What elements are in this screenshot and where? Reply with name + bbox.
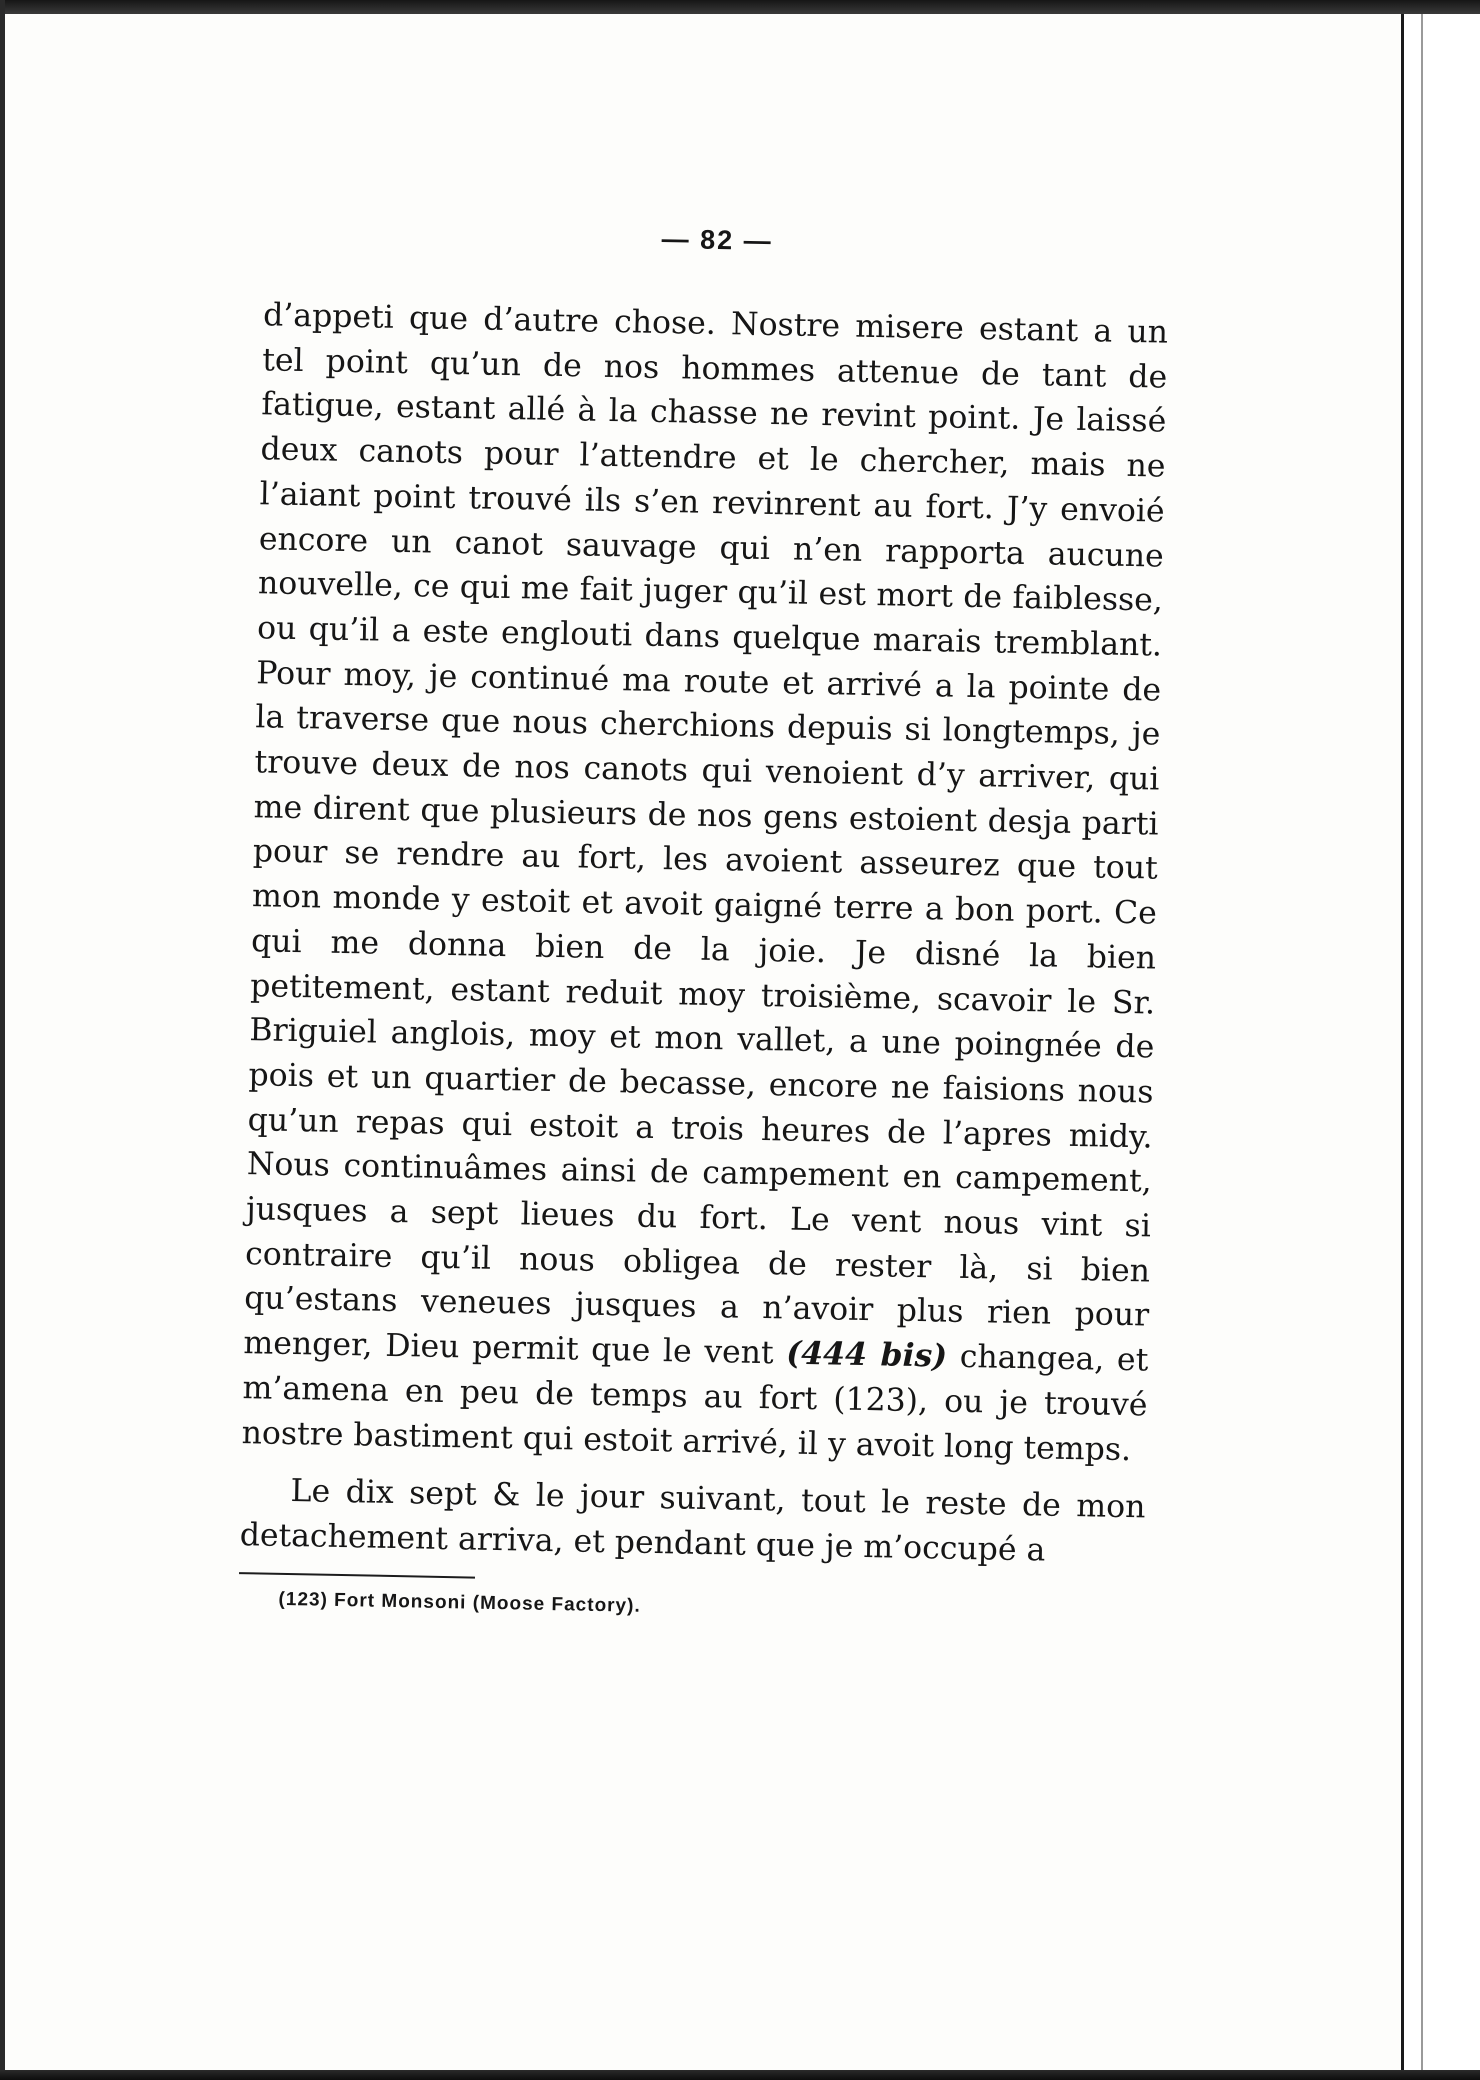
paragraph-1 <box>241 293 1168 1472</box>
paragraph-1-text-a: d’appeti que d’autre chose. Nostre misere estant a un tel point qu’un de nos hommes attenue de tant de fatigue, estant allé à la chasse ne revint point. Je laissé deux canots pour l’attendre et le chercher, mais ne l’aiant point trouvé ils s’en revinrent au fort. J’y envoié encore un canot sauvage qui n’en rapporta aucune nouvelle, ce qui me fait juger qu’il est mort de faiblesse, ou qu’il a este englouti dans quelque marais tremblant. Pour moy, je continué ma route et arrivé a la pointe de la traverse que nous cherchions depuis si longtemps, je trouve deux de nos canots qui venoient d’y arriver, qui me dirent que plusieurs de nos gens estoient desja parti pour se rendre au fort, les avoient asseurez que tout mon monde y estoit et avoit gaigné terre a bon port. Ce qui me donna bien de la joie. Je disné la bien petitement, estant reduit moy troisième, scavoir le Sr. Briguiel anglois, moy et mon vallet, a une poingnée de pois et un quartier de becasse, encore ne faisions nous qu’un repas qui estoit a trois heures de l’apres midy. Nous continuâmes ainsi de campement en campement, jusques a sept lieues du fort. Le vent nous vint si contraire qu’il nous obligea de rester là, si bien qu’estans veneues jusques a n’avoir plus rien pour menger, Dieu permit que le vent <box>243 297 1169 1372</box>
paragraph-1-text-b: changea, et m’amena en peu de temps au fort (123), ou je trouvé nostre bastiment qui estoit arrivé, il y avoit long temps. <box>241 1338 1149 1468</box>
page-number: — 82 — <box>661 223 774 257</box>
book-page <box>238 216 1170 1627</box>
footnote: (123) Fort Monsoni (Moose Factory). <box>278 1588 641 1617</box>
paragraph-2: Le dix sept & le jour suivant, tout le reste de mon detachement arriva, et pendant que je m’occupé a <box>239 1473 1146 1569</box>
scan-left-border <box>0 0 5 2080</box>
footnote-rule <box>239 1572 475 1579</box>
scan-bottom-border <box>0 2070 1480 2080</box>
adjacent-page-edge <box>1401 14 1480 2070</box>
scan-top-border <box>0 0 1480 14</box>
paragraph-1-reference: (444 bis) <box>785 1334 948 1375</box>
